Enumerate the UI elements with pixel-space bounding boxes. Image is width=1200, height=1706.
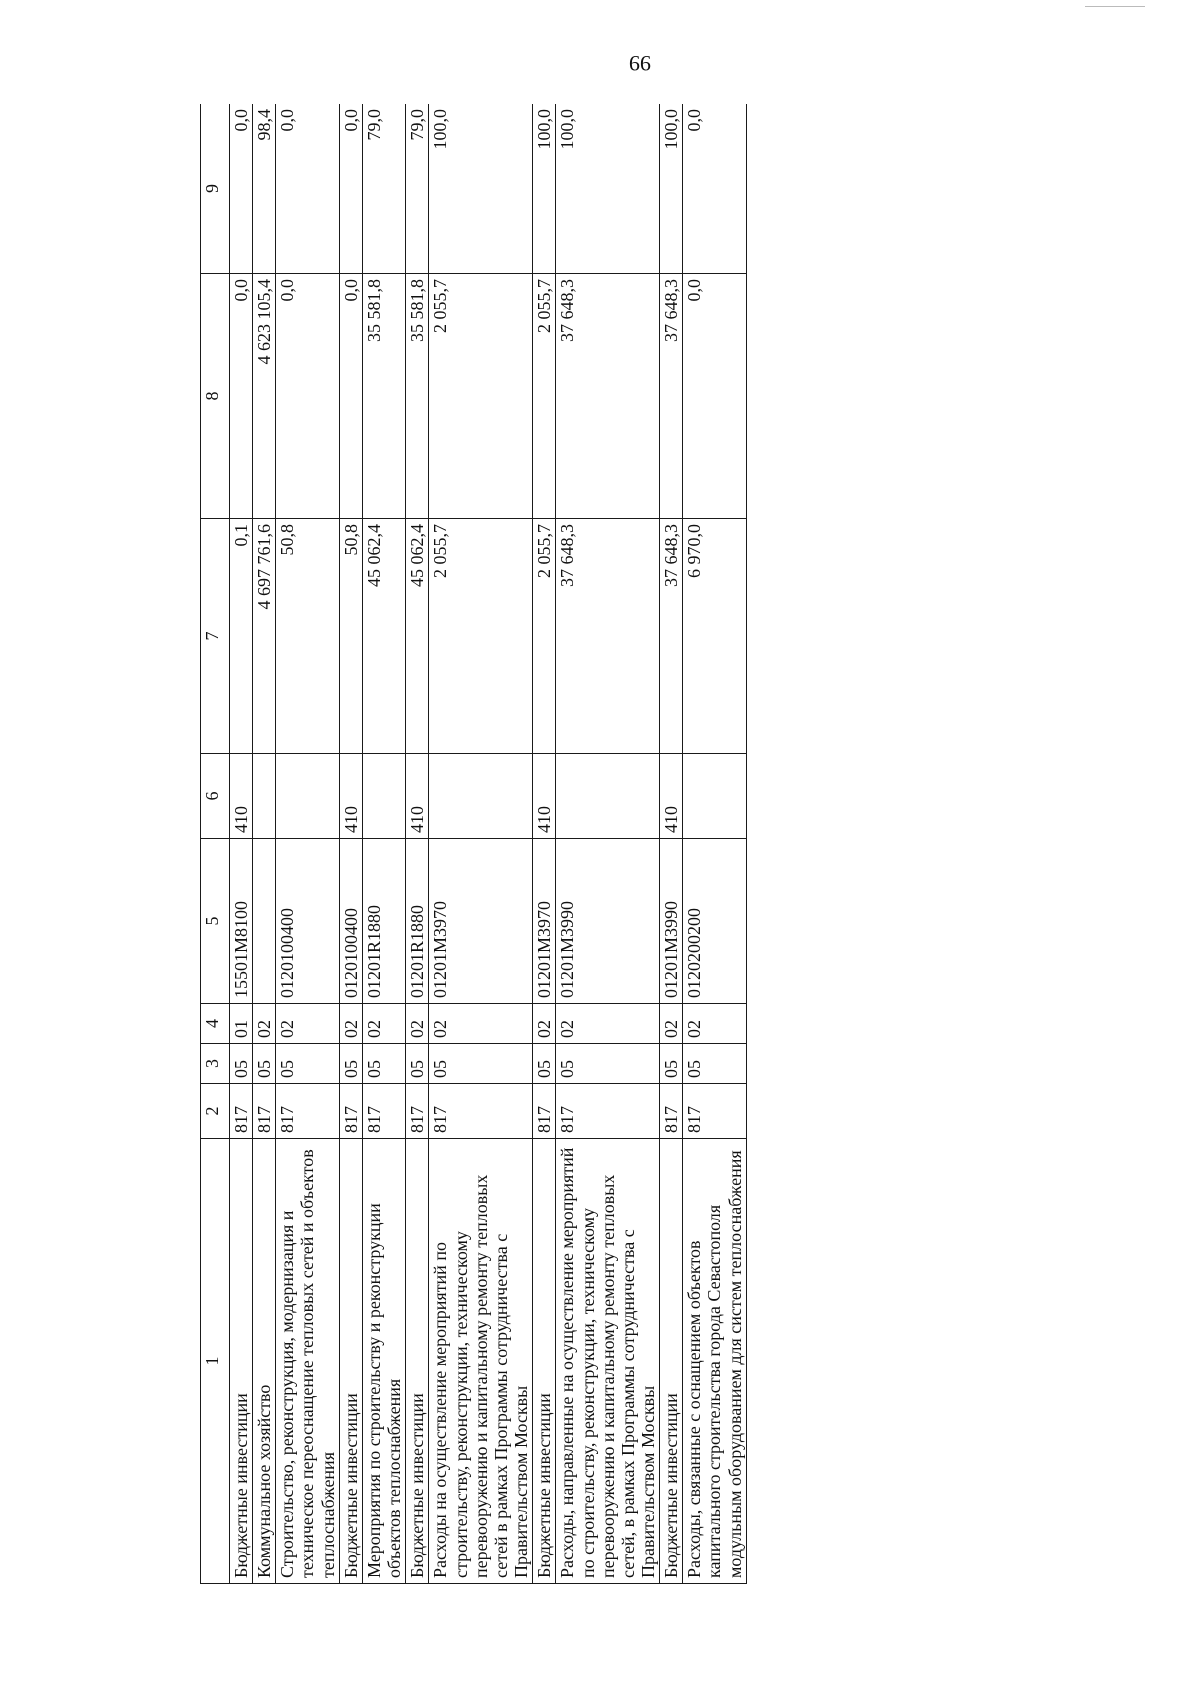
table-row [429,104,533,1584]
section-code: 05 [533,1044,556,1084]
expense-name: Бюджетные инвестиции [406,1139,429,1584]
execution-percent: 0,0 [276,104,339,274]
subsection-code: 02 [362,1004,405,1044]
planned-amount: 0,1 [230,519,253,754]
table-row [556,104,660,1584]
budget-table [200,104,747,1584]
table-row [253,104,276,1584]
execution-percent: 100,0 [556,104,660,274]
execution-percent: 0,0 [683,104,746,274]
ministry-code: 817 [362,1084,405,1139]
ministry-code: 817 [230,1084,253,1139]
planned-amount: 2 055,7 [533,519,556,754]
expense-name: Бюджетные инвестиции [533,1139,556,1584]
subsection-code: 02 [683,1004,746,1044]
ministry-code: 817 [406,1084,429,1139]
table-row [533,104,556,1584]
expense-type-code [253,754,276,839]
header-row [201,104,230,1584]
executed-amount: 2 055,7 [533,274,556,519]
column-header-9: 9 [201,104,230,274]
section-code: 05 [339,1044,362,1084]
subsection-code: 02 [429,1004,533,1044]
table-row [230,104,253,1584]
executed-amount: 4 623 105,4 [253,274,276,519]
subsection-code: 02 [253,1004,276,1044]
subsection-code: 02 [533,1004,556,1044]
expense-type-code [276,754,339,839]
table-row [406,104,429,1584]
section-code: 05 [683,1044,746,1084]
executed-amount: 37 648,3 [556,274,660,519]
execution-percent: 98,4 [253,104,276,274]
target-article-code [253,839,276,1004]
executed-amount: 0,0 [276,274,339,519]
expense-type-code: 410 [660,754,683,839]
expense-type-code [683,754,746,839]
table-row [660,104,683,1584]
scan-artifact-line [1085,6,1145,7]
execution-percent: 100,0 [533,104,556,274]
column-header-5: 5 [201,839,230,1004]
expense-type-code [362,754,405,839]
column-header-7: 7 [201,519,230,754]
expense-name: Расходы, связанные с оснащением объектов капитального строительства города Севастополя модульным оборудованием для систем теплоснабжения [683,1139,746,1584]
expense-name: Расходы на осуществление мероприятий по строительству, реконструкции, техническому перевооружению и капитальному ремонту тепловых сетей в рамках Программы сотрудничества с Правительством Москвы [429,1139,533,1584]
subsection-code: 02 [406,1004,429,1044]
budget-table-frame [200,104,1100,1584]
planned-amount: 4 697 761,6 [253,519,276,754]
column-header-1: 1 [201,1139,230,1584]
table-row [339,104,362,1584]
executed-amount: 35 581,8 [362,274,405,519]
executed-amount: 0,0 [339,274,362,519]
column-header-6: 6 [201,754,230,839]
expense-name: Расходы, направленные на осуществление мероприятий по строительству, реконструкции, техническому перевооружению и капитальному ремонту тепловых сетей, в рамках Программы сотрудничества с Правительством Москвы [556,1139,660,1584]
execution-percent: 0,0 [339,104,362,274]
subsection-code: 01 [230,1004,253,1044]
target-article-code: 01201R1880 [362,839,405,1004]
target-article-code: 01201R1880 [406,839,429,1004]
planned-amount: 6 970,0 [683,519,746,754]
expense-name: Мероприятия по строительству и реконструкции объектов теплоснабжения [362,1139,405,1584]
section-code: 05 [276,1044,339,1084]
execution-percent: 79,0 [406,104,429,274]
ministry-code: 817 [429,1084,533,1139]
ministry-code: 817 [339,1084,362,1139]
section-code: 05 [362,1044,405,1084]
executed-amount: 35 581,8 [406,274,429,519]
execution-percent: 79,0 [362,104,405,274]
executed-amount: 0,0 [683,274,746,519]
column-header-3: 3 [201,1044,230,1084]
target-article-code: 15501М8100 [230,839,253,1004]
planned-amount: 45 062,4 [362,519,405,754]
subsection-code: 02 [339,1004,362,1044]
expense-type-code [556,754,660,839]
executed-amount: 37 648,3 [660,274,683,519]
budget-table-rotated [200,104,1100,1584]
section-code: 05 [556,1044,660,1084]
executed-amount: 0,0 [230,274,253,519]
ministry-code: 817 [276,1084,339,1139]
planned-amount: 50,8 [339,519,362,754]
ministry-code: 817 [556,1084,660,1139]
executed-amount: 2 055,7 [429,274,533,519]
table-row [362,104,405,1584]
expense-type-code: 410 [533,754,556,839]
subsection-code: 02 [556,1004,660,1044]
expense-name: Коммунальное хозяйство [253,1139,276,1584]
expense-type-code: 410 [406,754,429,839]
expense-name: Бюджетные инвестиции [660,1139,683,1584]
table-row [276,104,339,1584]
planned-amount: 37 648,3 [556,519,660,754]
page-number: 99 [629,51,651,76]
subsection-code: 02 [660,1004,683,1044]
planned-amount: 45 062,4 [406,519,429,754]
execution-percent: 100,0 [660,104,683,274]
ministry-code: 817 [660,1084,683,1139]
planned-amount: 37 648,3 [660,519,683,754]
section-code: 05 [429,1044,533,1084]
subsection-code: 02 [276,1004,339,1044]
table-row [683,104,746,1584]
column-header-2: 2 [201,1084,230,1139]
target-article-code: 0120200200 [683,839,746,1004]
execution-percent: 100,0 [429,104,533,274]
expense-name: Бюджетные инвестиции [230,1139,253,1584]
ministry-code: 817 [253,1084,276,1139]
ministry-code: 817 [683,1084,746,1139]
column-header-8: 8 [201,274,230,519]
target-article-code: 01201М3970 [429,839,533,1004]
section-code: 05 [660,1044,683,1084]
planned-amount: 2 055,7 [429,519,533,754]
target-article-code: 01201М3990 [556,839,660,1004]
expense-type-code: 410 [339,754,362,839]
target-article-code: 0120100400 [339,839,362,1004]
section-code: 05 [406,1044,429,1084]
target-article-code: 01201М3970 [533,839,556,1004]
expense-type-code: 410 [230,754,253,839]
section-code: 05 [230,1044,253,1084]
target-article-code: 01201М3990 [660,839,683,1004]
section-code: 05 [253,1044,276,1084]
execution-percent: 0,0 [230,104,253,274]
expense-name: Бюджетные инвестиции [339,1139,362,1584]
column-header-4: 4 [201,1004,230,1044]
expense-name: Строительство, реконструкция, модернизация и техническое переоснащение тепловых сетей и объектов теплоснабжения [276,1139,339,1584]
planned-amount: 50,8 [276,519,339,754]
target-article-code: 0120100400 [276,839,339,1004]
ministry-code: 817 [533,1084,556,1139]
expense-type-code [429,754,533,839]
